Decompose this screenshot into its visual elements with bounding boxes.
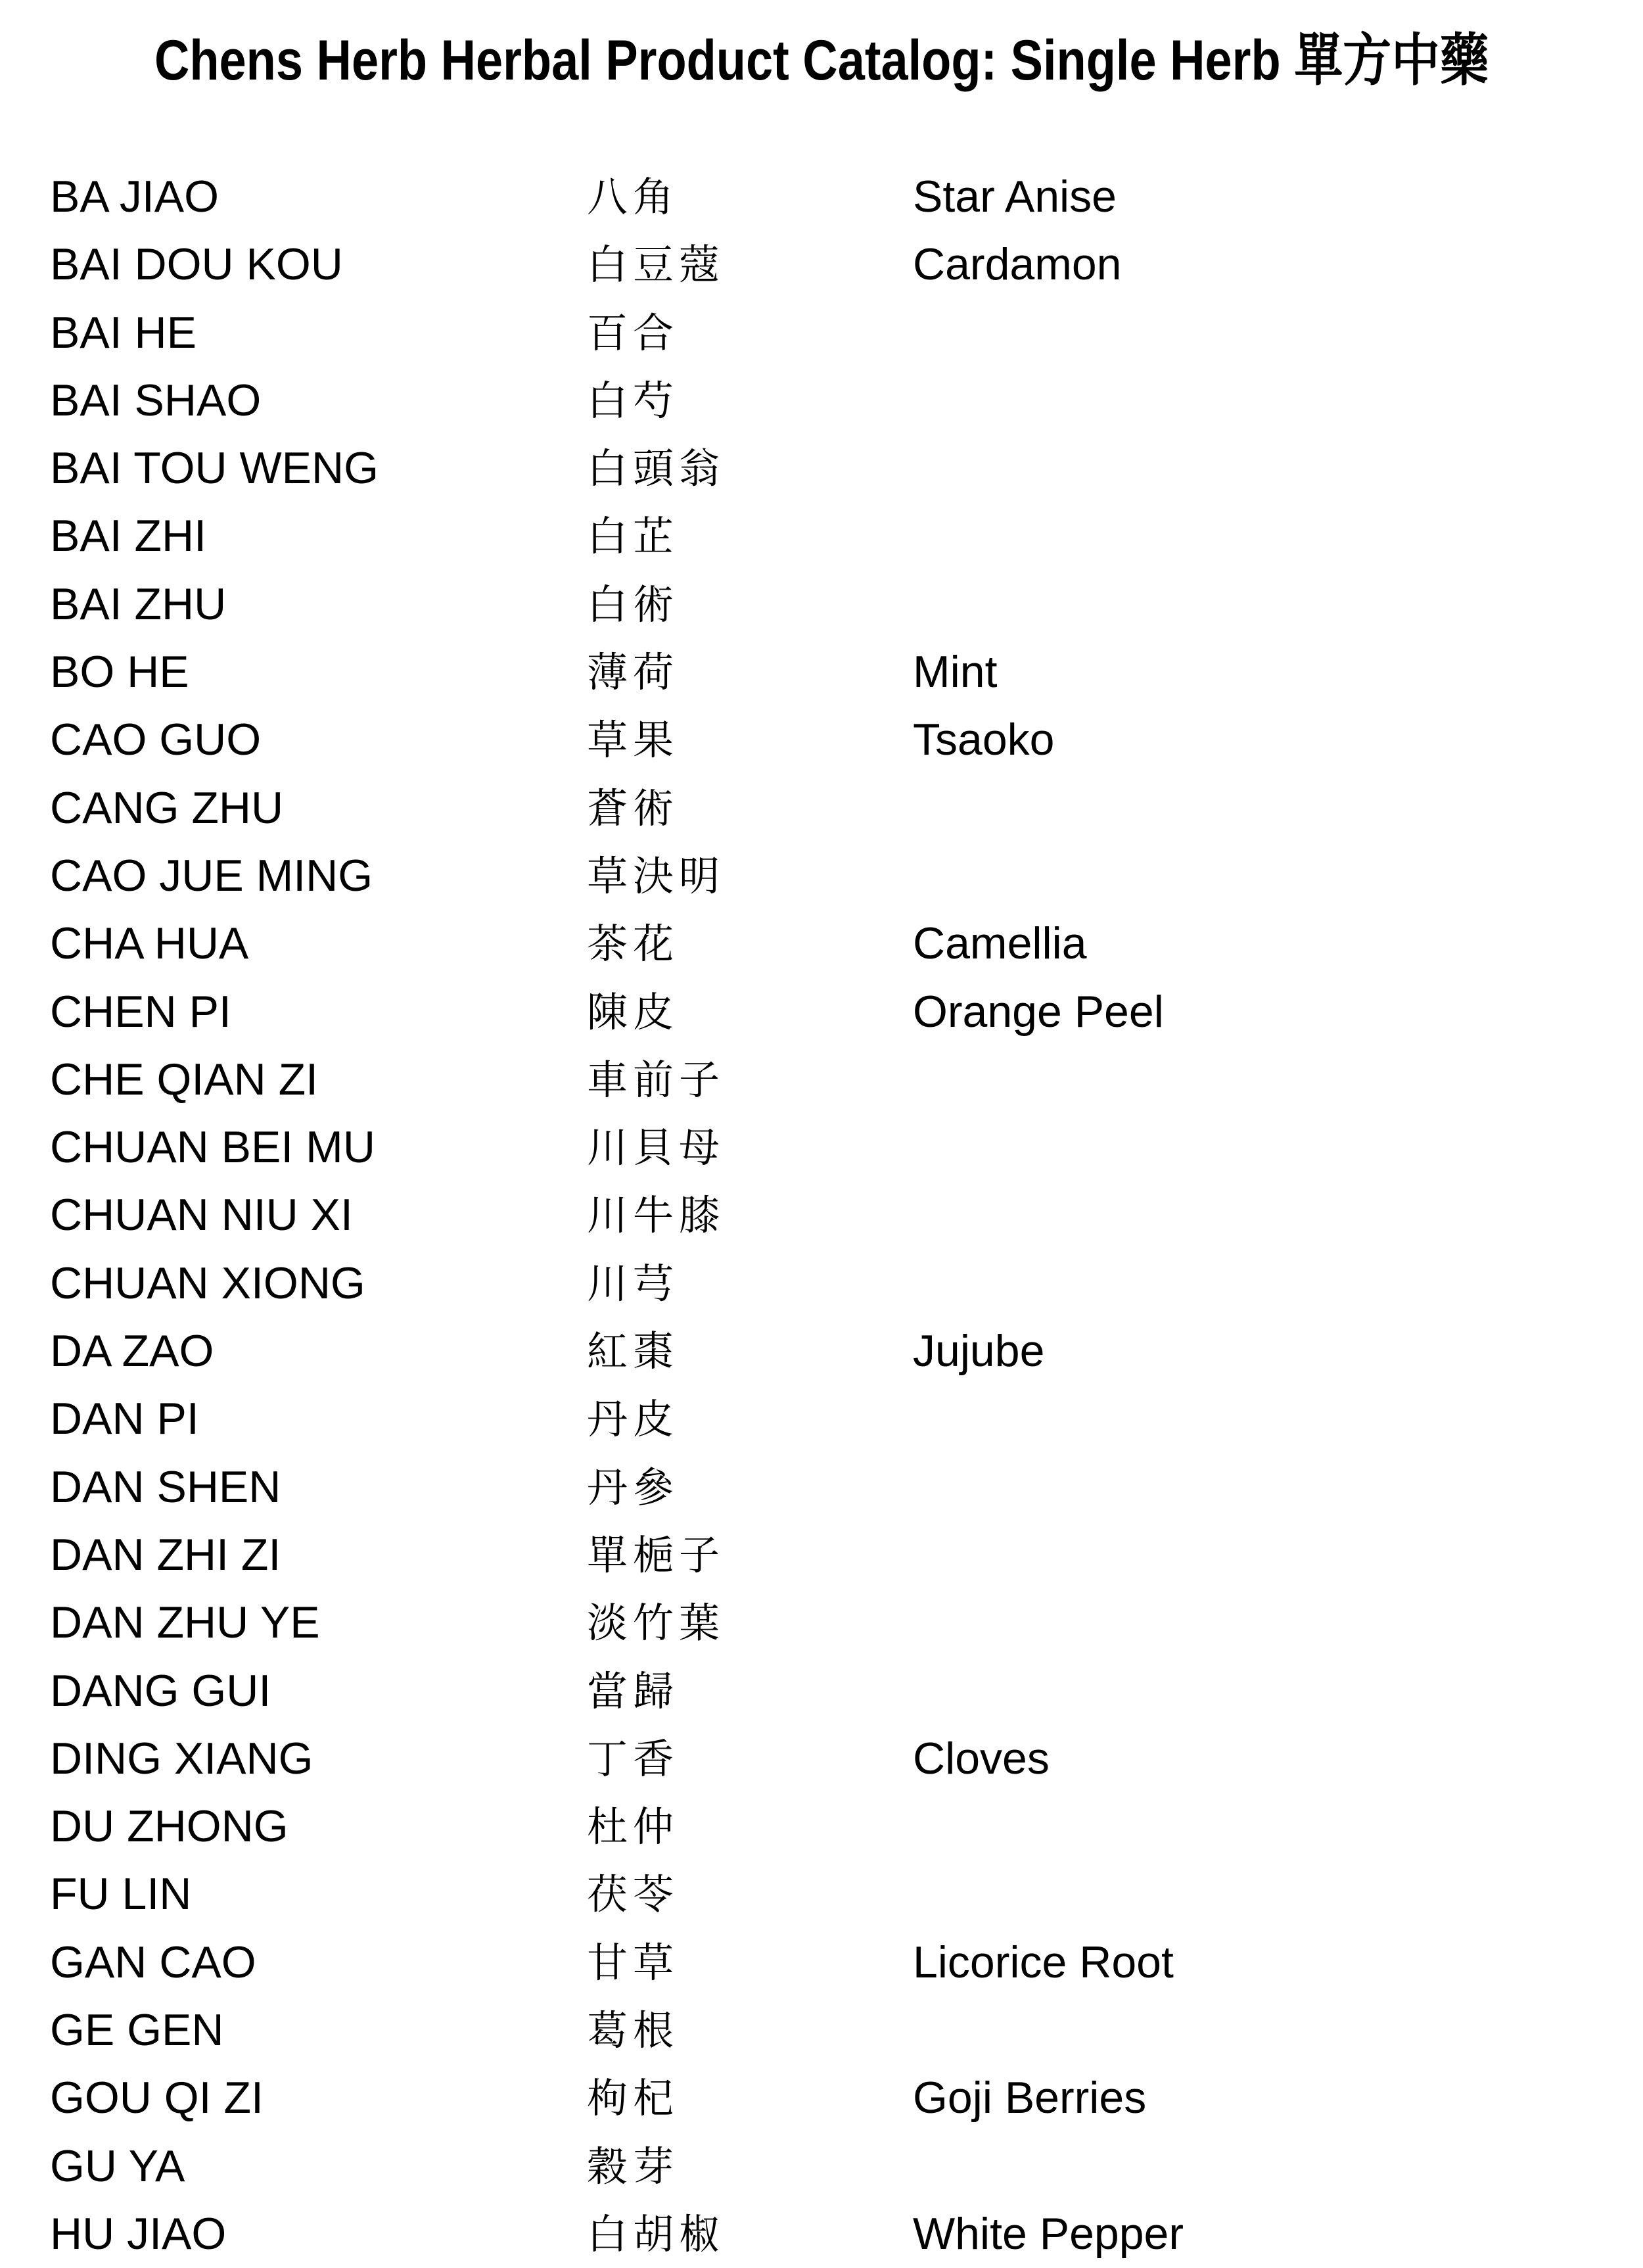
herb-chinese-name: 杜仲: [587, 1803, 680, 1851]
herb-row: [0, 163, 1643, 231]
herb-row: [0, 2200, 1643, 2268]
herb-row: [0, 2064, 1643, 2132]
herb-pinyin-name: DAN PI: [50, 1394, 199, 1444]
herb-pinyin-name: BAI HE: [50, 307, 197, 358]
herb-pinyin-name: CHA HUA: [50, 918, 249, 969]
herb-english-name: Camellia: [913, 918, 1087, 969]
herb-chinese-name: 川牛膝: [587, 1191, 726, 1240]
herb-chinese-name: 草果: [587, 716, 680, 765]
herb-pinyin-name: HU JIAO: [50, 2208, 227, 2259]
herb-chinese-name: 薄荷: [587, 648, 680, 697]
herb-row: [0, 1793, 1643, 1860]
herb-row: [0, 774, 1643, 842]
herb-pinyin-name: CAO JUE MING: [50, 850, 373, 901]
herb-chinese-name: 車前子: [587, 1055, 726, 1104]
herb-pinyin-name: DA ZAO: [50, 1326, 214, 1377]
herb-pinyin-name: CHUAN NIU XI: [50, 1190, 353, 1240]
herb-row: [0, 638, 1643, 706]
herb-pinyin-name: CHUAN BEI MU: [50, 1122, 375, 1173]
herb-chinese-name: 穀芽: [587, 2142, 680, 2190]
herb-pinyin-name: GU YA: [50, 2140, 185, 2191]
herb-chinese-name: 草決明: [587, 851, 726, 900]
herb-chinese-name: 枸杞: [587, 2074, 680, 2123]
herb-pinyin-name: GAN CAO: [50, 1937, 256, 1987]
herb-row: [0, 2133, 1643, 2200]
herb-english-name: Jujube: [913, 1326, 1045, 1377]
herb-row: [0, 1453, 1643, 1521]
herb-chinese-name: 紅棗: [587, 1327, 680, 1376]
herb-chinese-name: 丹皮: [587, 1395, 680, 1444]
herb-chinese-name: 茯苓: [587, 1870, 680, 1919]
herb-row: [0, 1317, 1643, 1385]
herb-english-name: Star Anise: [913, 172, 1117, 222]
herb-pinyin-name: BAI TOU WENG: [50, 443, 379, 494]
herb-chinese-name: 葛根: [587, 2006, 680, 2055]
herb-chinese-name: 百合: [587, 308, 680, 357]
herb-chinese-name: 茶花: [587, 920, 680, 968]
page-title: Chens Herb Herbal Product Catalog: Single Herb 單方中藥: [154, 29, 1489, 92]
herb-pinyin-name: BAI SHAO: [50, 375, 262, 425]
herb-pinyin-name: CHE QIAN ZI: [50, 1054, 319, 1104]
herb-chinese-name: 白術: [587, 580, 680, 628]
herb-chinese-name: 當歸: [587, 1666, 680, 1715]
herb-row: [0, 978, 1643, 1046]
herb-chinese-name: 甘草: [587, 1938, 680, 1987]
herb-chinese-name: 白頭翁: [587, 444, 726, 493]
herb-pinyin-name: CANG ZHU: [50, 782, 284, 833]
herb-pinyin-name: CHEN PI: [50, 986, 231, 1037]
herb-chinese-name: 陳皮: [587, 987, 680, 1036]
herb-list: [0, 163, 1643, 2268]
herb-english-name: Tsaoko: [913, 715, 1055, 765]
herb-chinese-name: 川貝母: [587, 1123, 726, 1172]
herb-row: [0, 1046, 1643, 1114]
herb-chinese-name: 丹參: [587, 1463, 680, 1511]
herb-pinyin-name: FU LIN: [50, 1869, 192, 1920]
herb-row: [0, 910, 1643, 978]
herb-chinese-name: 白芷: [587, 512, 680, 561]
herb-pinyin-name: DU ZHONG: [50, 1801, 289, 1852]
herb-pinyin-name: CHUAN XIONG: [50, 1258, 365, 1308]
herb-chinese-name: 八角: [587, 173, 680, 221]
herb-pinyin-name: BO HE: [50, 647, 189, 697]
herb-pinyin-name: BAI DOU KOU: [50, 239, 343, 290]
herb-pinyin-name: DAN ZHU YE: [50, 1597, 320, 1648]
herb-pinyin-name: BAI ZHI: [50, 511, 207, 561]
herb-row: [0, 1996, 1643, 2064]
herb-row: [0, 1929, 1643, 1996]
herb-english-name: Goji Berries: [913, 2073, 1147, 2123]
herb-chinese-name: 白芍: [587, 376, 680, 425]
herb-row: [0, 1725, 1643, 1793]
herb-pinyin-name: DAN ZHI ZI: [50, 1529, 281, 1580]
herb-row: [0, 1250, 1643, 1317]
herb-pinyin-name: BAI ZHU: [50, 579, 227, 629]
herb-pinyin-name: GE GEN: [50, 2005, 224, 2056]
herb-row: [0, 706, 1643, 774]
herb-chinese-name: 蒼術: [587, 784, 680, 832]
herb-english-name: Cloves: [913, 1733, 1050, 1784]
herb-row: [0, 502, 1643, 570]
herb-row: [0, 571, 1643, 638]
herb-pinyin-name: CAO GUO: [50, 715, 262, 765]
herb-row: [0, 1860, 1643, 1928]
herb-english-name: Orange Peel: [913, 986, 1164, 1037]
herb-chinese-name: 白胡椒: [587, 2209, 726, 2258]
herb-row: [0, 842, 1643, 910]
herb-pinyin-name: GOU QI ZI: [50, 2073, 264, 2123]
herb-chinese-name: 丁香: [587, 1734, 680, 1783]
herb-english-name: White Pepper: [913, 2208, 1184, 2259]
herb-english-name: Cardamon: [913, 239, 1122, 290]
herb-row: [0, 1181, 1643, 1249]
herb-row: [0, 1589, 1643, 1657]
herb-pinyin-name: DAN SHEN: [50, 1461, 281, 1512]
herb-row: [0, 1521, 1643, 1589]
herb-pinyin-name: DANG GUI: [50, 1665, 271, 1716]
herb-english-name: Mint: [913, 647, 998, 697]
herb-english-name: Licorice Root: [913, 1937, 1174, 1987]
herb-row: [0, 367, 1643, 435]
herb-row: [0, 435, 1643, 502]
herb-row: [0, 1114, 1643, 1181]
herb-row: [0, 231, 1643, 298]
herb-chinese-name: 淡竹葉: [587, 1599, 726, 1647]
herb-chinese-name: 川芎: [587, 1259, 680, 1308]
herb-chinese-name: 白豆蔻: [587, 241, 726, 289]
herb-pinyin-name: BA JIAO: [50, 172, 219, 222]
herb-chinese-name: 單梔子: [587, 1530, 726, 1579]
herb-row: [0, 1385, 1643, 1453]
herb-row: [0, 299, 1643, 367]
herb-pinyin-name: DING XIANG: [50, 1733, 313, 1784]
herb-row: [0, 1657, 1643, 1725]
